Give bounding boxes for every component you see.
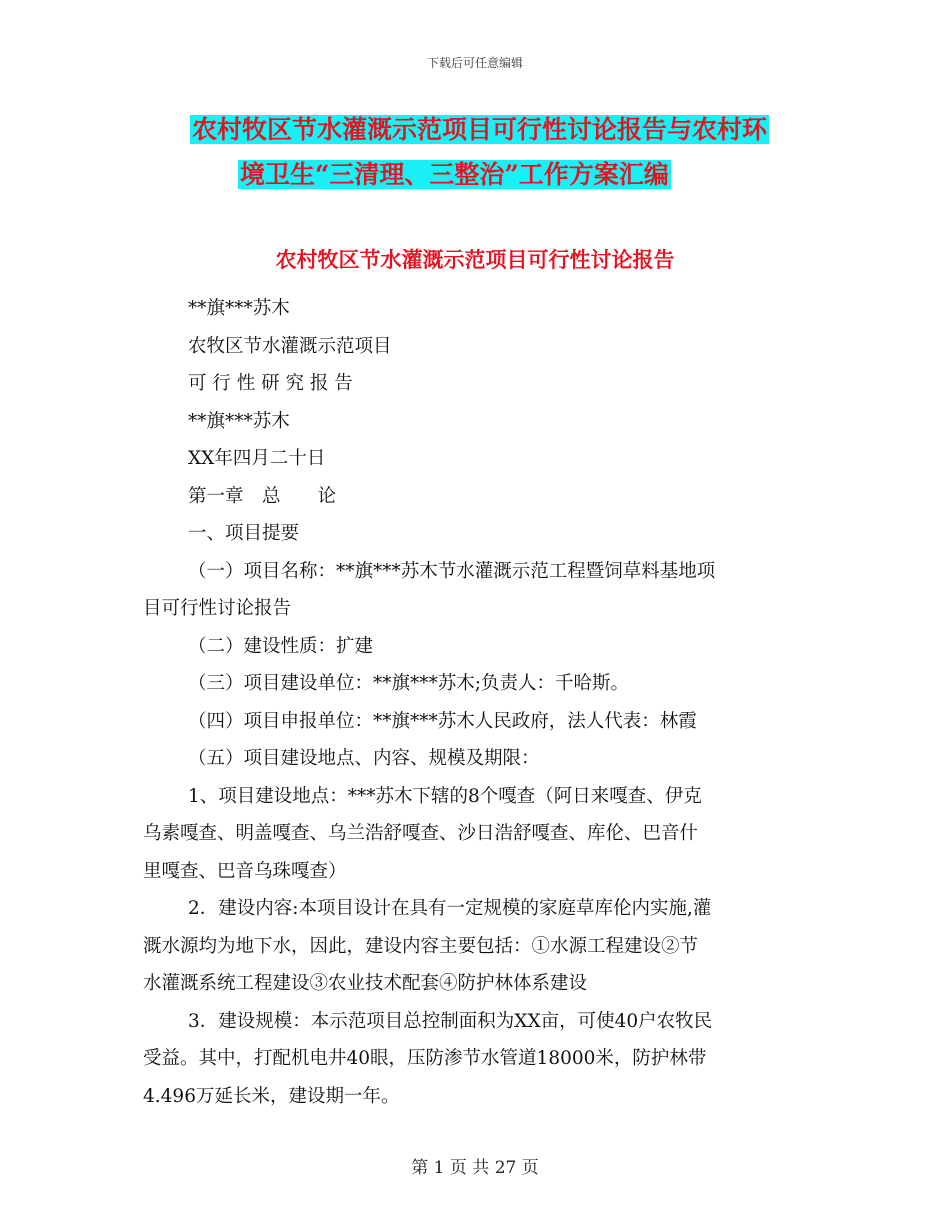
body-text bbox=[143, 290, 808, 1115]
cover-line: **旗***苏木 bbox=[188, 298, 290, 319]
chapter-heading: 第一章 总 论 bbox=[188, 485, 337, 507]
cover-line: 可 行 性 研 究 报 告 bbox=[188, 373, 353, 394]
cover-line: **旗***苏木 bbox=[188, 410, 290, 432]
page-footer: 第 1 页 共 27 页 bbox=[411, 1158, 539, 1178]
paragraph-line: 2．建设内容:本项目设计在具有一定规模的家庭草库伦内实施,灌 bbox=[188, 898, 712, 919]
paragraph-line: 乌素嘎查、明盖嘎查、乌兰浩舒嘎查、沙日浩舒嘎查、库伦、巴音什 bbox=[143, 823, 699, 844]
paragraph-line: 溉水源均为地下水，因此，建设内容主要包括：①水源工程建设②节 bbox=[143, 935, 699, 957]
paragraph-line: （五）项目建设地点、内容、规模及期限： bbox=[188, 748, 540, 769]
title-highlight: 境卫生“三清理、三整治”工作方案汇编 bbox=[240, 160, 669, 189]
paragraph-line: （二）建设性质：扩建 bbox=[188, 635, 374, 657]
section-title: 农村牧区节水灌溉示范项目可行性讨论报告 bbox=[275, 247, 675, 272]
document-title-line-1 bbox=[190, 110, 810, 150]
header-note: 下载后可任意编辑 bbox=[426, 56, 523, 70]
paragraph-line: （四）项目申报单位：**旗***苏木人民政府，法人代表：林霞 bbox=[188, 710, 697, 732]
paragraph-line: 里嘎查、巴音乌珠嘎查） bbox=[143, 860, 347, 882]
document-title-line-2 bbox=[238, 155, 858, 195]
paragraph-line: 3．建设规模：本示范项目总控制面积为XX亩，可使40户农牧民 bbox=[188, 1010, 713, 1032]
cover-line: 农牧区节水灌溉示范项目 bbox=[188, 335, 392, 357]
paragraph-line: 目可行性讨论报告 bbox=[143, 598, 292, 619]
title-highlight: 农村牧区节水灌溉示范项目可行性讨论报告与农村环 bbox=[192, 115, 768, 144]
cover-date: XX年四月二十日 bbox=[188, 448, 326, 469]
paragraph-line: （一）项目名称：**旗***苏木节水灌溉示范工程暨饲草料基地项 bbox=[188, 560, 716, 582]
paragraph-line: 受益。其中，打配机电井40眼，压防渗节水管道18000米，防护林带 bbox=[143, 1048, 707, 1069]
paragraph-line: 1、项目建设地点：***苏木下辖的8个嘎查（阿日来嘎查、伊克 bbox=[188, 785, 702, 807]
paragraph-line: 水灌溉系统工程建设③农业技术配套④防护林体系建设 bbox=[143, 973, 588, 994]
paragraph-line: （三）项目建设单位：**旗***苏木;负责人：千哈斯。 bbox=[188, 673, 629, 694]
subsection-heading: 一、项目提要 bbox=[188, 523, 300, 544]
paragraph-line: 4.496万延长米，建设期一年。 bbox=[143, 1085, 400, 1107]
